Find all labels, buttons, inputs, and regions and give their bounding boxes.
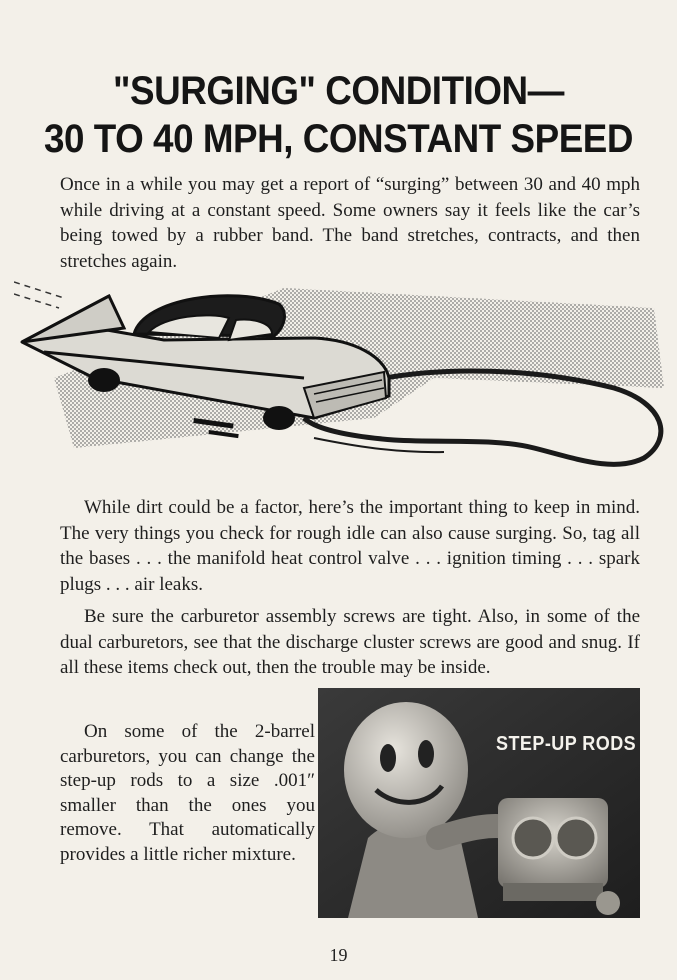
intro-paragraph: Once in a while you may get a report of “surging” between 30 and 40 mph while driving at a constant speed. Some owners say it feels like the car’s being towed by a rubber band. The band stretches, contracts, and then stretches again. (60, 174, 640, 272)
speed-lines (14, 282, 64, 308)
carburetor-screws-paragraph: Be sure the carburetor assembly screws are tight. Also, in some of the dual carburetors, see that the discharge cluster screws are good and snug. If all these items check out, then the trouble may be inside. (60, 606, 640, 678)
car-towed-by-rubber-band-illustration (14, 268, 674, 480)
mascot-head (344, 702, 468, 838)
page-title-line-1: "SURGING" CONDITION— (113, 69, 564, 113)
step-up-rods-photo (318, 688, 640, 918)
dirt-factor-paragraph: While dirt could be a factor, here’s the important thing to keep in mind. The very things you check for rough idle can also cause surging. So, tag all the bases . . . the manifold heat control valve . . . ignition timing . . . spark plugs . . . air leaks. (60, 497, 640, 595)
step-up-rods-paragraph: On some of the 2-barrel carburetors, you can change the step-up rods to a size .001″ smaller than the ones you remove. That automatically provides a little richer mixture. (60, 721, 315, 865)
page-title-line-2: 30 TO 40 MPH, CONSTANT SPEED (43, 117, 634, 161)
page-number: 19 (329, 945, 348, 965)
carburetor (498, 798, 620, 915)
step-up-rods-label: STEP-UP RODS (496, 733, 637, 755)
